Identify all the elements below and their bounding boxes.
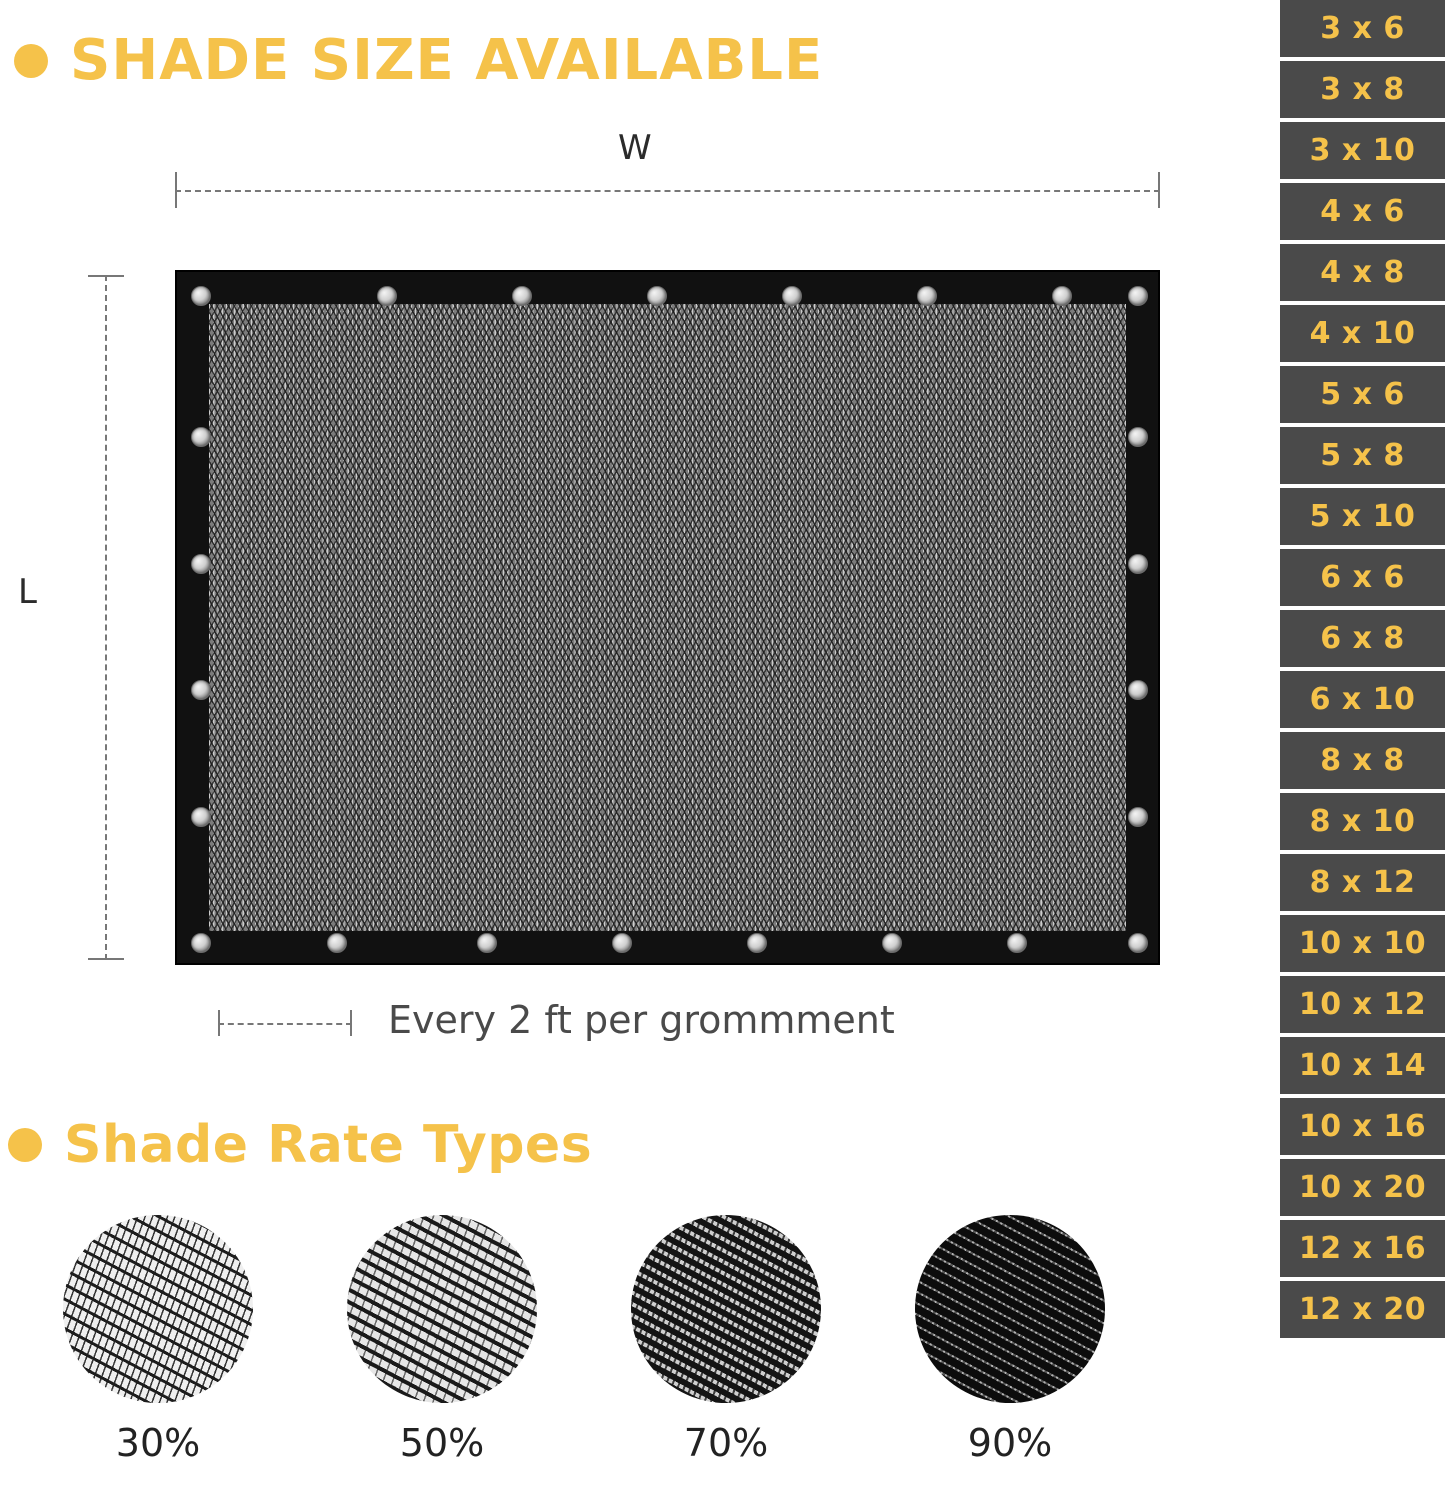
shade-rate-title bbox=[8, 1115, 592, 1175]
size-chip: 8 x 12 bbox=[1280, 854, 1445, 911]
bullet-dot-icon bbox=[8, 1128, 42, 1162]
shade-rate-swatch-50 bbox=[347, 1215, 537, 1403]
width-dimension-line bbox=[175, 190, 1160, 192]
size-chip: 10 x 20 bbox=[1280, 1159, 1445, 1216]
bullet-dot-icon bbox=[14, 44, 48, 78]
grommet bbox=[1128, 427, 1148, 447]
grommet bbox=[191, 554, 211, 574]
size-chip: 4 x 10 bbox=[1280, 305, 1445, 362]
shade-rate-swatch-70 bbox=[631, 1215, 821, 1403]
size-chip: 3 x 6 bbox=[1280, 0, 1445, 57]
grommet bbox=[1128, 680, 1148, 700]
grommet bbox=[612, 933, 632, 953]
size-chip: 5 x 6 bbox=[1280, 366, 1445, 423]
grommet bbox=[377, 286, 397, 306]
length-dimension-line bbox=[105, 275, 107, 960]
size-chip: 6 x 10 bbox=[1280, 671, 1445, 728]
shade-rate-swatch-90 bbox=[915, 1215, 1105, 1403]
size-chip: 10 x 12 bbox=[1280, 976, 1445, 1033]
grommet bbox=[747, 933, 767, 953]
shade-cloth-mesh bbox=[209, 304, 1126, 931]
shade-rate-swatch-30 bbox=[63, 1215, 253, 1403]
length-dimension-tick-bottom bbox=[88, 958, 124, 960]
grommet bbox=[882, 933, 902, 953]
grommet bbox=[327, 933, 347, 953]
size-chip: 12 x 20 bbox=[1280, 1281, 1445, 1338]
page-title-label: SHADE SIZE AVAILABLE bbox=[70, 28, 824, 93]
shade-rate-label: 90% bbox=[967, 1421, 1053, 1465]
size-chip: 10 x 14 bbox=[1280, 1037, 1445, 1094]
shade-cloth-panel bbox=[175, 270, 1160, 965]
grommet bbox=[191, 933, 211, 953]
size-chip: 4 x 8 bbox=[1280, 244, 1445, 301]
grommet bbox=[191, 807, 211, 827]
grommet bbox=[1052, 286, 1072, 306]
size-chip: 5 x 10 bbox=[1280, 488, 1445, 545]
grommet bbox=[191, 286, 211, 306]
shade-diagram bbox=[0, 120, 1260, 1080]
grommet-spacing-note: Every 2 ft per grommment bbox=[388, 998, 895, 1042]
grommet bbox=[1128, 933, 1148, 953]
shade-rate-swatches bbox=[60, 1215, 1210, 1465]
shade-rate-item bbox=[912, 1215, 1108, 1465]
grommet bbox=[191, 680, 211, 700]
grommet bbox=[647, 286, 667, 306]
shade-rate-label: 70% bbox=[683, 1421, 769, 1465]
size-chip: 4 x 6 bbox=[1280, 183, 1445, 240]
width-label: W bbox=[618, 128, 652, 168]
size-chip: 5 x 8 bbox=[1280, 427, 1445, 484]
shade-rate-item bbox=[628, 1215, 824, 1465]
shade-rate-label: 50% bbox=[399, 1421, 485, 1465]
page-title bbox=[14, 28, 823, 93]
length-label: L bbox=[18, 572, 37, 612]
grommet bbox=[191, 427, 211, 447]
grommet-spacing-tick-right bbox=[350, 1010, 352, 1036]
grommet bbox=[1128, 554, 1148, 574]
grommet-spacing-line bbox=[218, 1023, 352, 1025]
size-chip: 6 x 8 bbox=[1280, 610, 1445, 667]
grommet bbox=[477, 933, 497, 953]
grommet bbox=[1007, 933, 1027, 953]
grommet bbox=[1128, 286, 1148, 306]
size-chip: 10 x 16 bbox=[1280, 1098, 1445, 1155]
size-chip: 8 x 8 bbox=[1280, 732, 1445, 789]
size-list bbox=[1280, 0, 1445, 1485]
shade-rate-item bbox=[344, 1215, 540, 1465]
shade-rate-title-label: Shade Rate Types bbox=[64, 1115, 593, 1175]
grommet bbox=[512, 286, 532, 306]
size-chip: 10 x 10 bbox=[1280, 915, 1445, 972]
shade-rate-label: 30% bbox=[115, 1421, 201, 1465]
shade-rate-item bbox=[60, 1215, 256, 1465]
size-chip: 12 x 16 bbox=[1280, 1220, 1445, 1277]
grommet bbox=[917, 286, 937, 306]
grommet bbox=[782, 286, 802, 306]
size-chip: 3 x 8 bbox=[1280, 61, 1445, 118]
width-dimension-tick-right bbox=[1158, 172, 1160, 208]
grommet bbox=[1128, 807, 1148, 827]
size-chip: 6 x 6 bbox=[1280, 549, 1445, 606]
size-chip: 8 x 10 bbox=[1280, 793, 1445, 850]
size-chip: 3 x 10 bbox=[1280, 122, 1445, 179]
